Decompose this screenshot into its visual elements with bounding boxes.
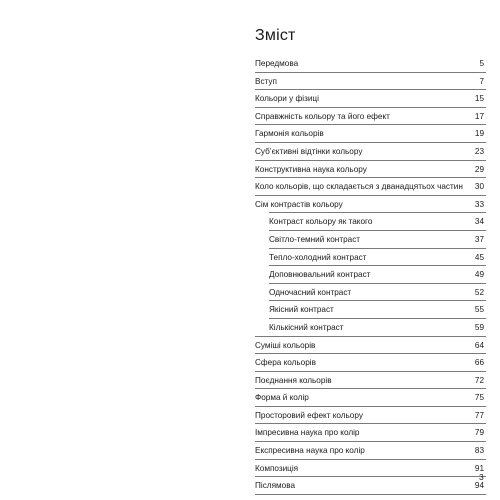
toc-entry-label: Поєднання кольорів: [255, 375, 332, 385]
toc-entry-label: Справжність кольору та його ефект: [255, 111, 390, 121]
toc-entry-label: Вступ: [255, 76, 277, 86]
toc-entry: [255, 55, 486, 73]
toc-entry-page: 15: [474, 94, 484, 104]
toc-subentry: [269, 319, 486, 336]
toc-subentry-page: 34: [474, 217, 484, 227]
toc-entry: [255, 196, 486, 213]
toc-subentry-label: Кількісний контраст: [269, 322, 344, 332]
toc-entry: [255, 389, 486, 407]
toc-subentry-label: Тепло-холодний контраст: [269, 252, 367, 262]
toc-entry: [255, 161, 486, 179]
toc-subentry: [269, 249, 486, 267]
toc-subentry-label: Якісний контраст: [269, 305, 334, 315]
toc-entry-label: Суміші кольорів: [255, 340, 316, 350]
toc-entry: [255, 477, 486, 495]
toc-entry-label: Суб’єктивні відтінки кольору: [255, 146, 363, 156]
toc-entry-page: 17: [474, 111, 484, 121]
toc-entry-page: 7: [479, 76, 484, 86]
toc-entry: [255, 424, 486, 442]
toc-subentry: [269, 301, 486, 319]
toc-entry-page: 23: [474, 146, 484, 156]
toc-subentry: [269, 284, 486, 302]
toc-entry: [255, 73, 486, 91]
toc-title: Зміст: [255, 27, 296, 44]
toc-entry-label: Експресивна наука про колір: [255, 446, 365, 456]
toc-subentry-label: Одночасний контраст: [269, 287, 352, 297]
toc-entry-page: 33: [474, 199, 484, 209]
toc-entry-page: 19: [474, 129, 484, 139]
toc-subentry-page: 37: [474, 234, 484, 244]
toc-entry: [255, 125, 486, 143]
toc-entry-page: 64: [474, 340, 484, 350]
toc-entry-label: Форма й колір: [255, 393, 309, 403]
toc-entry-page: 83: [474, 446, 484, 456]
toc-entry: [255, 354, 486, 372]
toc-subentry-page: 59: [474, 322, 484, 332]
toc-subentry-label: Контраст кольору як такого: [269, 217, 373, 227]
toc-entry-label: Композиція: [255, 463, 299, 473]
toc-entry-label: Сім контрастів кольору: [255, 199, 343, 209]
toc-entry: [255, 336, 486, 355]
toc-entry: [255, 143, 486, 161]
toc-entry-page: 30: [474, 182, 484, 192]
toc-entry-page: 29: [474, 164, 484, 174]
toc-entry: [255, 178, 486, 196]
toc-subentry: [269, 266, 486, 284]
toc-subentry-label: Доповнювальний контраст: [269, 270, 371, 280]
toc-entry-label: Передмова: [255, 59, 299, 68]
toc-subentry: [269, 231, 486, 249]
toc-entry-page: 77: [474, 410, 484, 420]
toc-entry: [255, 442, 486, 460]
toc-entry: [255, 407, 486, 425]
toc-entry-page: 75: [474, 393, 484, 403]
toc-list: [255, 55, 486, 495]
toc-entry-page: 5: [479, 59, 484, 68]
toc-subentry-page: 55: [474, 305, 484, 315]
toc-entry-label: Конструктивна наука кольору: [255, 164, 367, 174]
toc-entry-label: Післямова: [255, 481, 296, 491]
toc-entry-page: 94: [474, 481, 484, 491]
toc-subentry-page: 45: [474, 252, 484, 262]
toc-entry-label: Коло кольорів, що складається з дванадцятьох частин: [255, 182, 463, 192]
toc-entry-page: 91: [474, 463, 484, 473]
toc-entry-label: Кольори у фізиці: [255, 94, 319, 104]
toc-entry: [255, 90, 486, 108]
toc-entry-label: Імпресивна наука про колір: [255, 428, 360, 438]
toc-entry-page: 79: [474, 428, 484, 438]
toc-entry-page: 66: [474, 358, 484, 368]
toc-entry-label: Сфера кольорів: [255, 358, 316, 368]
toc-entry: [255, 372, 486, 390]
toc-entry: [255, 108, 486, 126]
toc-entry-page: 72: [474, 375, 484, 385]
toc-entry-label: Просторовий ефект кольору: [255, 410, 363, 420]
toc-entry: [255, 460, 486, 478]
toc-entry-label: Гармонія кольорів: [255, 129, 324, 139]
toc-subentry-label: Світло-темний контраст: [269, 234, 361, 244]
toc-subentry-page: 49: [474, 270, 484, 280]
toc-subentry: [269, 212, 486, 231]
page-number: 3: [479, 472, 484, 482]
toc-subentry-page: 52: [474, 287, 484, 297]
